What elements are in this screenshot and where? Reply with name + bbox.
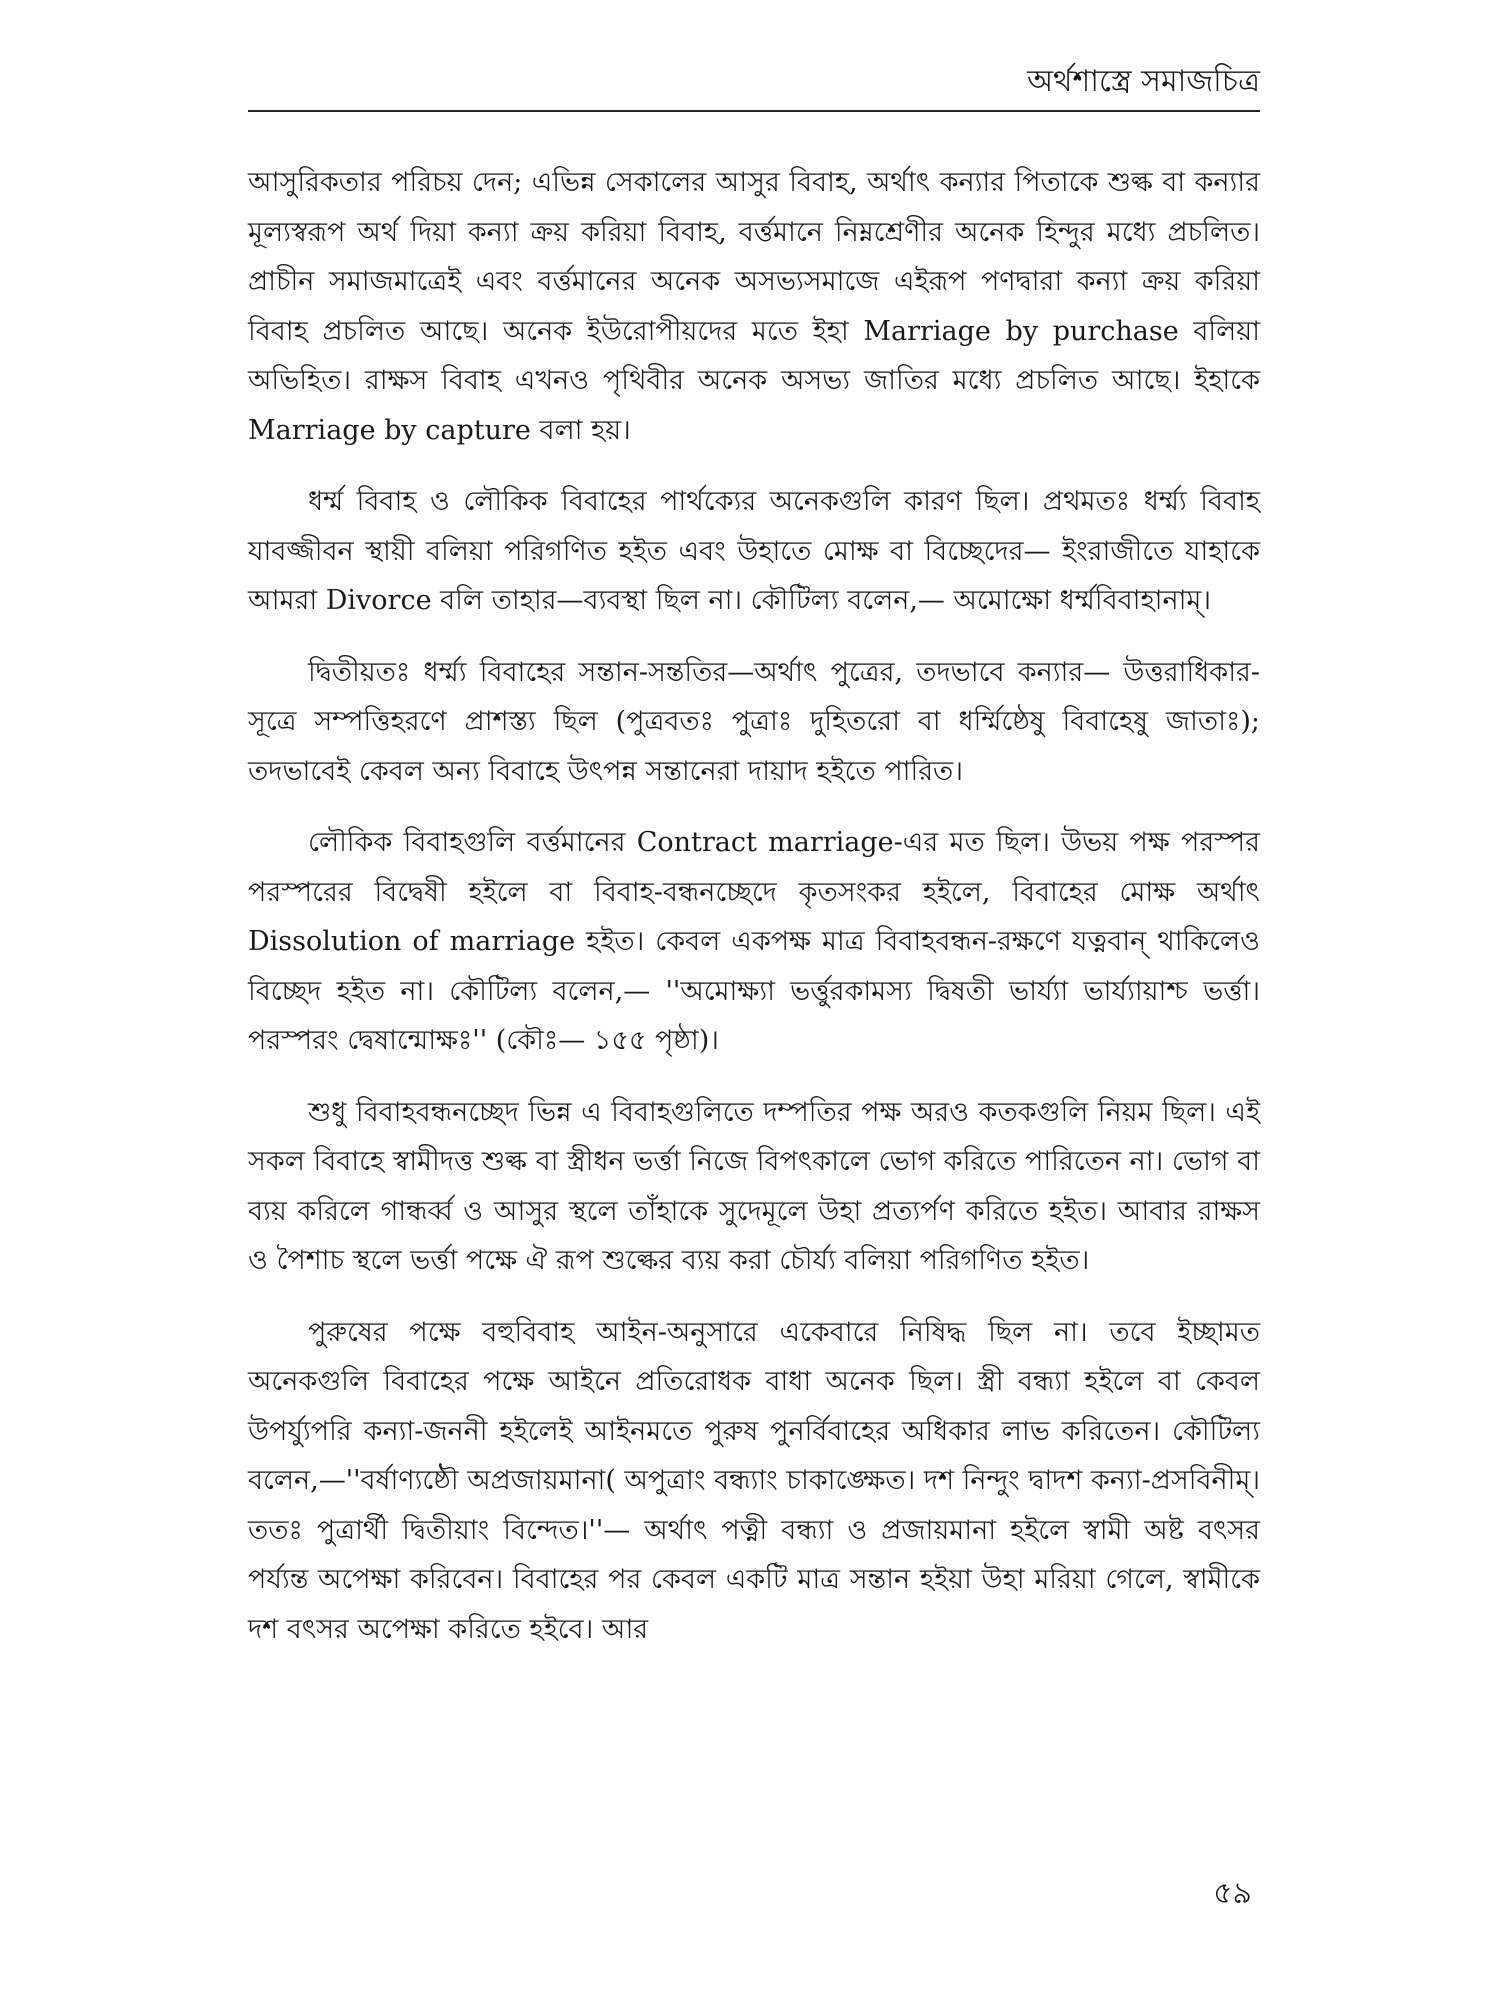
paragraph-2: ধর্ম্ম বিবাহ ও লৌকিক বিবাহের পার্থক্যের অনেকগুলি কারণ ছিল। প্রথমতঃ ধর্ম্ম্য বিবাহ যাবজ্জীবন স্থায়ী বলিয়া পরিগণিত হইত এবং উহাতে মোক্ষ বা বিচ্ছেদের— ইংরাজীতে যাহাকে আমরা Divorce বলি তাহার—ব্যবস্থা ছিল না। কৌটিল্য বলেন,— অমোক্ষো ধর্ম্মবিবাহানাম্।: [248, 486, 1260, 616]
paragraph-6: পুরুষের পক্ষে বহুবিবাহ আইন-অনুসারে একেবারে নিষিদ্ধ ছিল না। তবে ইচ্ছামত অনেকগুলি বিবাহের পক্ষে আইনে প্রতিরোধক বাধা অনেক ছিল। স্ত্রী বন্ধ্যা হইলে বা কেবল উপর্য্যুপরি কন্যা-জননী হইলেই আইনমতে পুরুষ পুনর্বিবাহের অধিকার লাভ করিতেন। কৌটিল্য বলেন,—''বর্ষাণ্যষ্ঠৌ অপ্রজায়মানা( অপুত্রাং বন্ধ্যাং চাকাঙ্ক্ষেত। দশ নিন্দুং দ্বাদশ কন্যা-প্রসবিনীম্। ততঃ পুত্রার্থী দ্বিতীয়াং বিন্দেত।''— অর্থাৎ পত্নী বন্ধ্যা ও প্রজায়মানা হইলে স্বামী অষ্ট বৎসর পর্য্যন্ত অপেক্ষা করিবেন। বিবাহের পর কেবল একটি মাত্র সন্তান হইয়া উহা মরিয়া গেলে, স্বামীকে দশ বৎসর অপেক্ষা করিতে হইবে। আর: [248, 1316, 1260, 1645]
page-number: ৫৯: [1213, 1876, 1252, 1911]
header-divider: [248, 110, 1260, 112]
paragraph-5: শুধু বিবাহবন্ধনচ্ছেদ ভিন্ন এ বিবাহগুলিতে দম্পতির পক্ষ অরও কতকগুলি নিয়ম ছিল। এই সকল বিবাহে স্বামীদত্ত শুল্ক বা স্ত্রীধন ভর্ত্তা নিজে বিপৎকালে ভোগ করিতে পারিতেন না। ভোগ বা ব্যয় করিলে গান্ধর্ব্ব ও আসুর স্থলে তাঁহাকে সুদেমূলে উহা প্রত্যর্পণ করিতে হইত। আবার রাক্ষস ও পৈশাচ স্থলে ভর্ত্তা পক্ষে ঐ রূপ শুল্কের ব্যয় করা চৌর্য্য বলিয়া পরিগণিত হইত।: [248, 1096, 1260, 1276]
paragraph-1: আসুরিকতার পরিচয় দেন; এভিন্ন সেকালের আসুর বিবাহ, অর্থাৎ কন্যার পিতাকে শুল্ক বা কন্যার মূল্যস্বরূপ অর্থ দিয়া কন্যা ক্রয় করিয়া বিবাহ, বর্ত্তমানে নিম্নশ্রেণীর অনেক হিন্দুর মধ্যে প্রচলিত। প্রাচীন সমাজমাত্রেই এবং বর্ত্তমানের অনেক অসভ্যসমাজে এইরূপ পণদ্বারা কন্যা ক্রয় করিয়া বিবাহ প্রচলিত আছে। অনেক ইউরোপীয়দের মতে ইহা Marriage by purchase বলিয়া অভিহিত। রাক্ষস বিবাহ এখনও পৃথিবীর অনেক অসভ্য জাতির মধ্যে প্রচলিত আছে। ইহাকে Marriage by capture বলা হয়।: [248, 167, 1260, 446]
body-text: [248, 158, 1260, 1676]
running-header-title: অর্থশাস্ত্রে সমাজচিত্র: [1027, 64, 1260, 99]
paragraph-3: দ্বিতীয়তঃ ধর্ম্ম্য বিবাহের সন্তান-সন্ততির—অর্থাৎ পুত্রের, তদভাবে কন্যার— উত্তরাধিকার-সূত্রে সম্পত্তিহরণে প্রাশস্ত্য ছিল (পুত্রবতঃ পুত্রাঃ দুহিতরো বা ধর্ম্মিষ্ঠেষু বিবাহেষু জাতাঃ); তদভাবেই কেবল অন্য বিবাহে উৎপন্ন সন্তানেরা দায়াদ হইতে পারিত।: [248, 656, 1260, 787]
paragraph-4: লৌকিক বিবাহগুলি বর্ত্তমানের Contract marriage-এর মত ছিল। উভয় পক্ষ পরস্পর পরস্পরের বিদ্বেষী হইলে বা বিবাহ-বন্ধনচ্ছেদে কৃতসংকর হইলে, বিবাহের মোক্ষ অর্থাৎ Dissolution of marriage হইত। কেবল একপক্ষ মাত্র বিবাহবন্ধন-রক্ষণে যত্নবান্ থাকিলেও বিচ্ছেদ হইত না। কৌটিল্য বলেন,— ''অমোক্ষ্যা ভর্ত্তুরকামস্য দ্বিষতী ভার্য্যা ভার্য্যায়াশ্চ ভর্ত্তা। পরস্পরং দ্বেষান্মোক্ষঃ'' (কৌঃ— ১৫৫ পৃষ্ঠা)।: [248, 827, 1260, 1056]
